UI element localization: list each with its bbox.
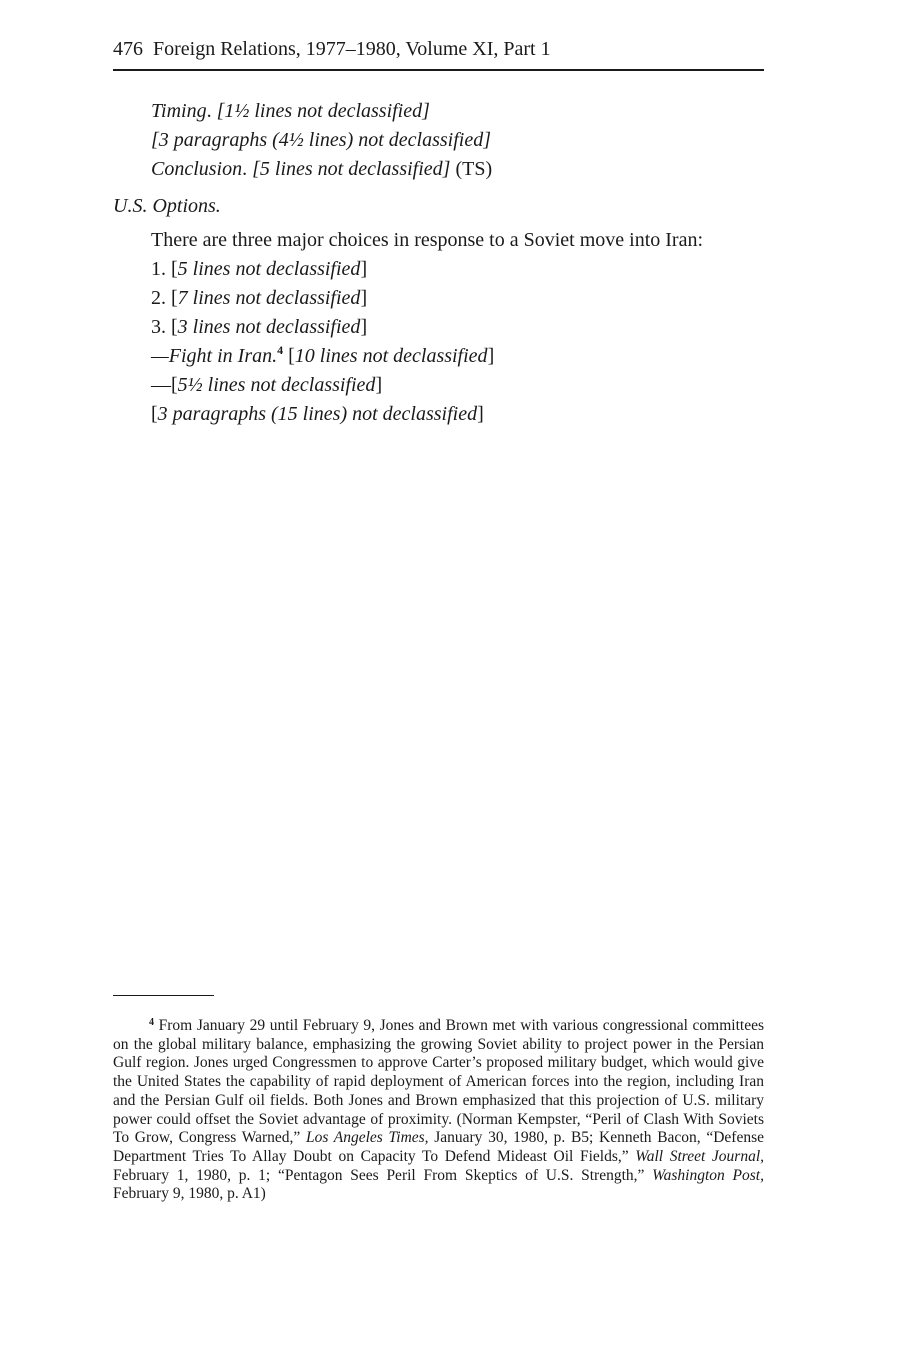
footnote-text-4: February 9, 1980, p. A1) [113, 1185, 266, 1203]
page-number: 476 [113, 38, 143, 60]
footnote-pub-1: Los Angeles Times, [305, 1129, 429, 1147]
choice-number: 2. [151, 287, 166, 309]
paragraphs-note-line [113, 126, 764, 155]
choice-number: 3. [151, 316, 166, 338]
choice-item: 2. [7 lines not declassified] [151, 287, 368, 309]
footnote-pub-3: Washington Post, [652, 1166, 764, 1184]
fight-rest: 10 lines not declassified [294, 345, 488, 367]
options-heading: U.S. Options. [113, 195, 221, 217]
footnote-paragraph [113, 1017, 764, 1204]
fight-line: —Fight in Iran.$^4$ [10 lines not declassified] [151, 343, 495, 367]
footnote-text-3: February 1, 1980, p. 1; “Pentagon Sees Peril From Skeptics of U.S. Strength,” [113, 1166, 645, 1184]
dash-line: —[5½ lines not declassified] [151, 374, 383, 396]
paragraphs-note: [3 paragraphs (4½ lines) not declassified] [151, 129, 491, 151]
choice-number: 1. [151, 258, 166, 280]
final-paragraph-line: [3 paragraphs (15 lines) not declassified] [151, 403, 484, 425]
options-heading-line [113, 192, 764, 221]
running-header [113, 36, 764, 62]
conclusion-label: Conclusion [151, 158, 243, 180]
intro-line [113, 226, 764, 255]
final-paragraph: 3 paragraphs (15 lines) not declassified [157, 403, 478, 425]
choice-text: 5 lines not declassified [177, 258, 361, 280]
header-rule [113, 69, 764, 71]
choice-item: 1. [5 lines not declassified] [151, 258, 368, 280]
body-text [113, 97, 764, 429]
running-title: Foreign Relations, 1977–1980, Volume XI, Part 1 [153, 38, 551, 60]
footnote [113, 1017, 764, 1204]
fight-label: —Fight in Iran. [151, 345, 278, 367]
footnote-pub-2: Wall Street Journal, [635, 1147, 765, 1165]
footnote-number: 4 [149, 1017, 154, 1028]
choice-text: 3 lines not declassified [177, 316, 361, 338]
footnote-rule [113, 995, 214, 996]
footnote-ref: 4 [277, 343, 284, 357]
classification-marking: (TS) [455, 158, 493, 180]
intro-text: There are three major choices in response to a Soviet move into Iran: [151, 229, 704, 251]
choice-text: 7 lines not declassified [177, 287, 361, 309]
choice-item: 3. [3 lines not declassified] [151, 316, 368, 338]
footnote-text: From January 29 until February 9, Jones and Brown met with various congressional committees on the global military balance, emphasizing the growing Soviet ability to project power in the Persian Gulf region. Jones urged Congressmen to approve Carter’s proposed military budget, which would give the United States the capability of rapid deployment of American forces into the region, including Iran and the Persian Gulf oil fields. Both Jones and Brown emphasized that this projection of U.S. military power could offset the Soviet advantage of proximity. (Norman Kempster, “Peril of Clash With Soviets To Grow, Congress Warned,” [113, 1017, 765, 1147]
timing-rest: [1½ lines not declassified] [216, 100, 430, 122]
dash-item: 5½ lines not declassified [177, 374, 376, 396]
conclusion-line: Conclusion. [5 lines not declassified] (TS) [151, 158, 493, 180]
conclusion-rest: [5 lines not declassified] [252, 158, 451, 180]
footnote-text-2: January 30, 1980, p. B5; Kenneth Bacon, “Defense Department Tries To Allay Doubt on Capacity To Defend Mideast Oil Fields,” [113, 1129, 765, 1165]
timing-label: Timing [151, 100, 207, 122]
timing-line: Timing. [1½ lines not declassified] [151, 100, 430, 122]
